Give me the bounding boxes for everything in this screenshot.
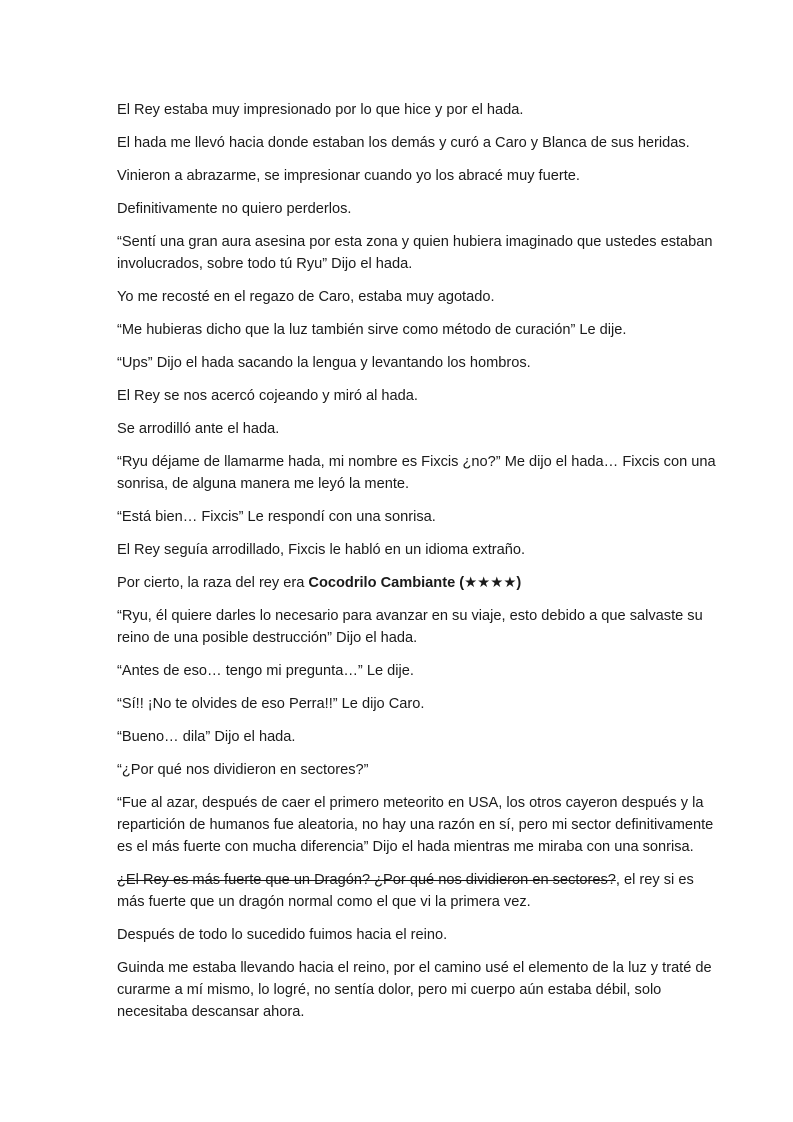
paragraph: “Antes de eso… tengo mi pregunta…” Le dije.	[117, 663, 414, 679]
paragraph: “Ryu, él quiere darles lo necesario para avanzar en su viaje, esto debido a que salvaste su reino de una posible destrucción” Dijo el hada.	[117, 608, 703, 646]
document-body	[117, 99, 717, 1034]
paragraph: Yo me recosté en el regazo de Caro, estaba muy agotado.	[117, 289, 495, 305]
strike-paragraph	[117, 869, 717, 913]
paragraph: “Fue al azar, después de caer el primero meteorito en USA, los otros cayeron después y la repartición de humanos fue aleatoria, no hay una razón en sí, pero mi sector definitivamente es el más fuerte con mucha diferencia” Dijo el hada mientras me miraba con una sonrisa.	[117, 795, 714, 855]
paragraph: “Está bien… Fixcis” Le respondí con una sonrisa.	[117, 509, 436, 525]
race-prefix: Por cierto, la raza del rey era	[117, 575, 309, 591]
paragraph: El Rey se nos acercó cojeando y miró al hada.	[117, 388, 418, 404]
paragraph: “Ryu déjame de llamarme hada, mi nombre es Fixcis ¿no?” Me dijo el hada… Fixcis con una sonrisa, de alguna manera me leyó la mente.	[117, 454, 716, 492]
strike-rest: , el rey si es más fuerte que un dragón normal como el que vi la primera vez.	[117, 872, 694, 910]
paragraph: “Bueno… dila” Dijo el hada.	[117, 729, 296, 745]
paragraph: Se arrodilló ante el hada.	[117, 421, 280, 437]
paragraph: Después de todo lo sucedido fuimos hacia el reino.	[117, 927, 448, 943]
paragraph: “Ups” Dijo el hada sacando la lengua y levantando los hombros.	[117, 355, 531, 371]
paragraph: El hada me llevó hacia donde estaban los demás y curó a Caro y Blanca de sus heridas.	[117, 135, 690, 151]
paragraph: “Sentí una gran aura asesina por esta zona y quien hubiera imaginado que ustedes estaban involucrados, sobre todo tú Ryu” Dijo el hada.	[117, 234, 713, 272]
race-name: Cocodrilo Cambiante (★★★★)	[308, 575, 522, 591]
paragraph: “Sí!! ¡No te olvides de eso Perra!!” Le dijo Caro.	[117, 696, 425, 712]
paragraph: “¿Por qué nos dividieron en sectores?”	[117, 762, 369, 778]
struck-text: ¿El Rey es más fuerte que un Dragón? ¿Por qué nos dividieron en sectores?	[117, 872, 616, 888]
paragraph: El Rey estaba muy impresionado por lo que hice y por el hada.	[117, 102, 524, 118]
race-paragraph	[117, 572, 717, 594]
paragraph: Guinda me estaba llevando hacia el reino, por el camino usé el elemento de la luz y traté de curarme a mí mismo, lo logré, no sentía dolor, pero mi cuerpo aún estaba débil, solo necesitaba descansar ahora.	[117, 960, 712, 1020]
paragraph: “Me hubieras dicho que la luz también sirve como método de curación” Le dije.	[117, 322, 627, 338]
paragraph: Definitivamente no quiero perderlos.	[117, 201, 352, 217]
paragraph: Vinieron a abrazarme, se impresionar cuando yo los abracé muy fuerte.	[117, 168, 580, 184]
paragraph: El Rey seguía arrodillado, Fixcis le habló en un idioma extraño.	[117, 542, 526, 558]
